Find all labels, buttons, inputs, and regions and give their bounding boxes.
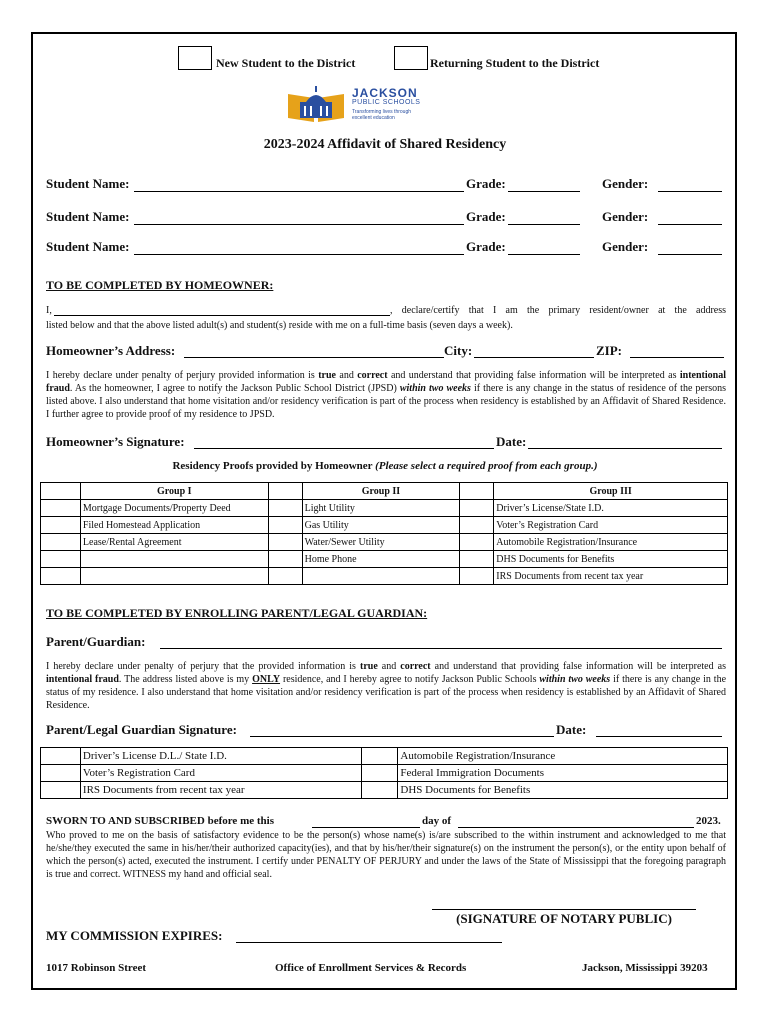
proof-item: IRS Documents from recent tax year [80, 782, 362, 799]
proof-item: Lease/Rental Agreement [80, 534, 268, 551]
checkbox-cell[interactable] [41, 748, 81, 765]
table-row [41, 534, 728, 551]
table-row [41, 748, 728, 765]
checkbox-cell[interactable] [460, 517, 494, 534]
proof-item: Automobile Registration/Insurance [398, 748, 728, 765]
grade-label-1: Grade: [466, 176, 506, 191]
homeowner-address-label: Homeowner’s Address: [46, 343, 176, 358]
zip-field[interactable] [630, 357, 724, 358]
returning-student-checkbox[interactable] [394, 46, 428, 70]
commission-expiry-field[interactable] [236, 942, 502, 943]
proof-item [80, 568, 268, 585]
declare-text-2: listed below and that the above listed adult(s) and student(s) reside with me on a full-time basis (seven days a week). [46, 320, 513, 331]
homeowner-proofs-table [40, 482, 728, 585]
grade-label-3: Grade: [466, 239, 506, 254]
guardian-declaration: I hereby declare under penalty of perjury that the provided information is true and correct and understand that providing false information will be interpreted as intentional fraud. The address listed above is my ONLY residence, and I hereby agree to notify Jackson Public Schools within two weeks if there is any change in the status of my residence. I also understand that home visitation and/or residency verification is part of the process when residency is established by an Affidavit of Shared Residence. [46, 661, 727, 711]
homeowner-date-label: Date: [496, 434, 527, 449]
proof-item: Filed Homestead Application [80, 517, 268, 534]
logo-name-line1: JACKSON [352, 86, 418, 100]
table-row [41, 517, 728, 534]
guardian-proofs-table [40, 747, 728, 799]
city-field[interactable] [474, 357, 594, 358]
group2-title: Group II [302, 483, 460, 500]
grade-label-2: Grade: [466, 209, 506, 224]
guardian-date-label: Date: [556, 722, 587, 737]
checkbox-cell[interactable] [268, 551, 302, 568]
checkbox-cell[interactable] [41, 551, 81, 568]
homeowner-date-field[interactable] [528, 448, 722, 449]
gender-field-1[interactable] [658, 191, 722, 192]
homeowner-signature-field[interactable] [194, 448, 494, 449]
gender-field-2[interactable] [658, 224, 722, 225]
sworn-month-field[interactable] [458, 827, 694, 828]
table-row [41, 551, 728, 568]
logo-tagline2: excellent education [352, 115, 395, 121]
city-label: City: [444, 343, 473, 358]
table-row [41, 483, 728, 500]
group3-title: Group III [494, 483, 728, 500]
parent-guardian-label: Parent/Guardian: [46, 634, 146, 649]
checkbox-cell[interactable] [41, 782, 81, 799]
proofs-heading: Residency Proofs provided by Homeowner (Please select a required proof from each group.) [172, 460, 598, 472]
table-row [41, 782, 728, 799]
capitol-book-icon [286, 84, 346, 124]
homeowner-address-field[interactable] [184, 357, 444, 358]
student-name-label-1: Student Name: [46, 176, 130, 191]
checkbox-cell[interactable] [41, 500, 81, 517]
checkbox-cell[interactable] [268, 534, 302, 551]
proof-item: Federal Immigration Documents [398, 765, 728, 782]
guardian-date-field[interactable] [596, 736, 722, 737]
declare-text: , declare/certify that I am the primary resident/owner at the address [390, 305, 726, 316]
student-name-field-1[interactable] [134, 191, 464, 192]
notary-statement: Who proved to me on the basis of satisfactory evidence to be the person(s) whose name(s) is/are subscribed to the within instrument and acknowledged to me that he/she/they executed the same in his/her/their authorized capacity(ies), and that by his/her/their signature(s) on the instrument the person(s), or the entity upon behalf of which the person(s) acted, executed the instrument. I certify under PENALTY OF PERJURY and under the laws of the State of Mississippi that the foregoing paragraph is true and correct. WITNESS my hand and official seal. [46, 830, 726, 880]
proof-item: DHS Documents for Benefits [494, 551, 728, 568]
proof-item: IRS Documents from recent tax year [494, 568, 728, 585]
homeowner-declaration: I hereby declare under penalty of perjury provided information is true and correct and understand that providing false information will be interpreted as intentional fraud. As the homeowner, I agree to notify the Jackson Public School District (JPSD) within two weeks if there is any change in the status of residence of the persons listed above. I also understand that home visitation and/or residency verification is part of the process when residency is established by an Affidavit of Shared Residence. I further agree to provide proof of my residence to JPSD. [46, 370, 726, 420]
parent-guardian-field[interactable] [160, 648, 722, 649]
checkbox-cell[interactable] [268, 500, 302, 517]
homeowner-signature-label: Homeowner’s Signature: [46, 434, 185, 449]
table-row [41, 500, 728, 517]
footer-city: Jackson, Mississippi 39203 [582, 962, 708, 974]
proof-item: Home Phone [302, 551, 460, 568]
checkbox-cell[interactable] [268, 568, 302, 585]
sworn-label: SWORN TO AND SUBSCRIBED before me this [46, 815, 274, 827]
jps-logo [286, 84, 446, 124]
gender-label-1: Gender: [602, 176, 649, 191]
checkbox-cell[interactable] [362, 782, 398, 799]
gender-field-3[interactable] [658, 254, 722, 255]
checkbox-cell[interactable] [41, 765, 81, 782]
new-student-label: New Student to the District [216, 56, 356, 70]
checkbox-cell[interactable] [362, 748, 398, 765]
grade-field-3[interactable] [508, 254, 580, 255]
checkbox-cell[interactable] [460, 534, 494, 551]
proof-item [302, 568, 460, 585]
proof-item: Voter’s Registration Card [494, 517, 728, 534]
guardian-signature-field[interactable] [250, 736, 554, 737]
notary-signature-field[interactable] [432, 909, 696, 910]
checkbox-cell[interactable] [362, 765, 398, 782]
declare-prefix: I, [46, 305, 52, 316]
checkbox-cell[interactable] [41, 568, 81, 585]
sworn-year: 2023. [696, 815, 721, 827]
group1-title: Group I [80, 483, 268, 500]
proof-item: DHS Documents for Benefits [398, 782, 728, 799]
table-row [41, 568, 728, 585]
student-name-field-3[interactable] [134, 254, 464, 255]
checkbox-cell[interactable] [41, 517, 81, 534]
student-name-label-2: Student Name: [46, 209, 130, 224]
table-row [41, 765, 728, 782]
logo-name-line2: PUBLIC SCHOOLS [352, 99, 421, 106]
proof-item: Light Utility [302, 500, 460, 517]
student-name-label-3: Student Name: [46, 239, 130, 254]
new-student-checkbox[interactable] [178, 46, 212, 70]
proof-item: Mortgage Documents/Property Deed [80, 500, 268, 517]
logo-tagline1: Transforming lives through [352, 109, 412, 115]
guardian-signature-label: Parent/Legal Guardian Signature: [46, 722, 237, 737]
checkbox-cell[interactable] [460, 551, 494, 568]
checkbox-cell[interactable] [460, 568, 494, 585]
page-title: 2023-2024 Affidavit of Shared Residency [263, 137, 507, 152]
checkbox-cell[interactable] [41, 534, 81, 551]
proof-item: Gas Utility [302, 517, 460, 534]
checkbox-cell[interactable] [268, 517, 302, 534]
checkbox-cell[interactable] [41, 483, 81, 500]
grade-field-2[interactable] [508, 224, 580, 225]
notary-signature-label: (SIGNATURE OF NOTARY PUBLIC) [456, 911, 672, 926]
returning-student-label: Returning Student to the District [430, 56, 600, 70]
proof-item: Voter’s Registration Card [80, 765, 362, 782]
homeowner-name-field[interactable] [54, 315, 390, 316]
student-name-field-2[interactable] [134, 224, 464, 225]
proof-item: Automobile Registration/Insurance [494, 534, 728, 551]
proof-item: Driver’s License/State I.D. [494, 500, 728, 517]
day-of-label: day of [422, 815, 452, 827]
footer-address: 1017 Robinson Street [46, 962, 147, 974]
footer-office: Office of Enrollment Services & Records [275, 962, 467, 974]
checkbox-cell[interactable] [268, 483, 302, 500]
proof-item: Driver’s License D.L./ State I.D. [80, 748, 362, 765]
sworn-day-field[interactable] [312, 827, 420, 828]
gender-label-3: Gender: [602, 239, 649, 254]
proof-item [80, 551, 268, 568]
grade-field-1[interactable] [508, 191, 580, 192]
guardian-section-title: TO BE COMPLETED BY ENROLLING PARENT/LEGAL GUARDIAN: [46, 606, 428, 620]
commission-label: MY COMMISSION EXPIRES: [46, 928, 223, 943]
checkbox-cell[interactable] [460, 500, 494, 517]
checkbox-cell[interactable] [460, 483, 494, 500]
homeowner-section-title: TO BE COMPLETED BY HOMEOWNER: [46, 278, 274, 292]
zip-label: ZIP: [596, 343, 622, 358]
gender-label-2: Gender: [602, 209, 649, 224]
proof-item: Water/Sewer Utility [302, 534, 460, 551]
